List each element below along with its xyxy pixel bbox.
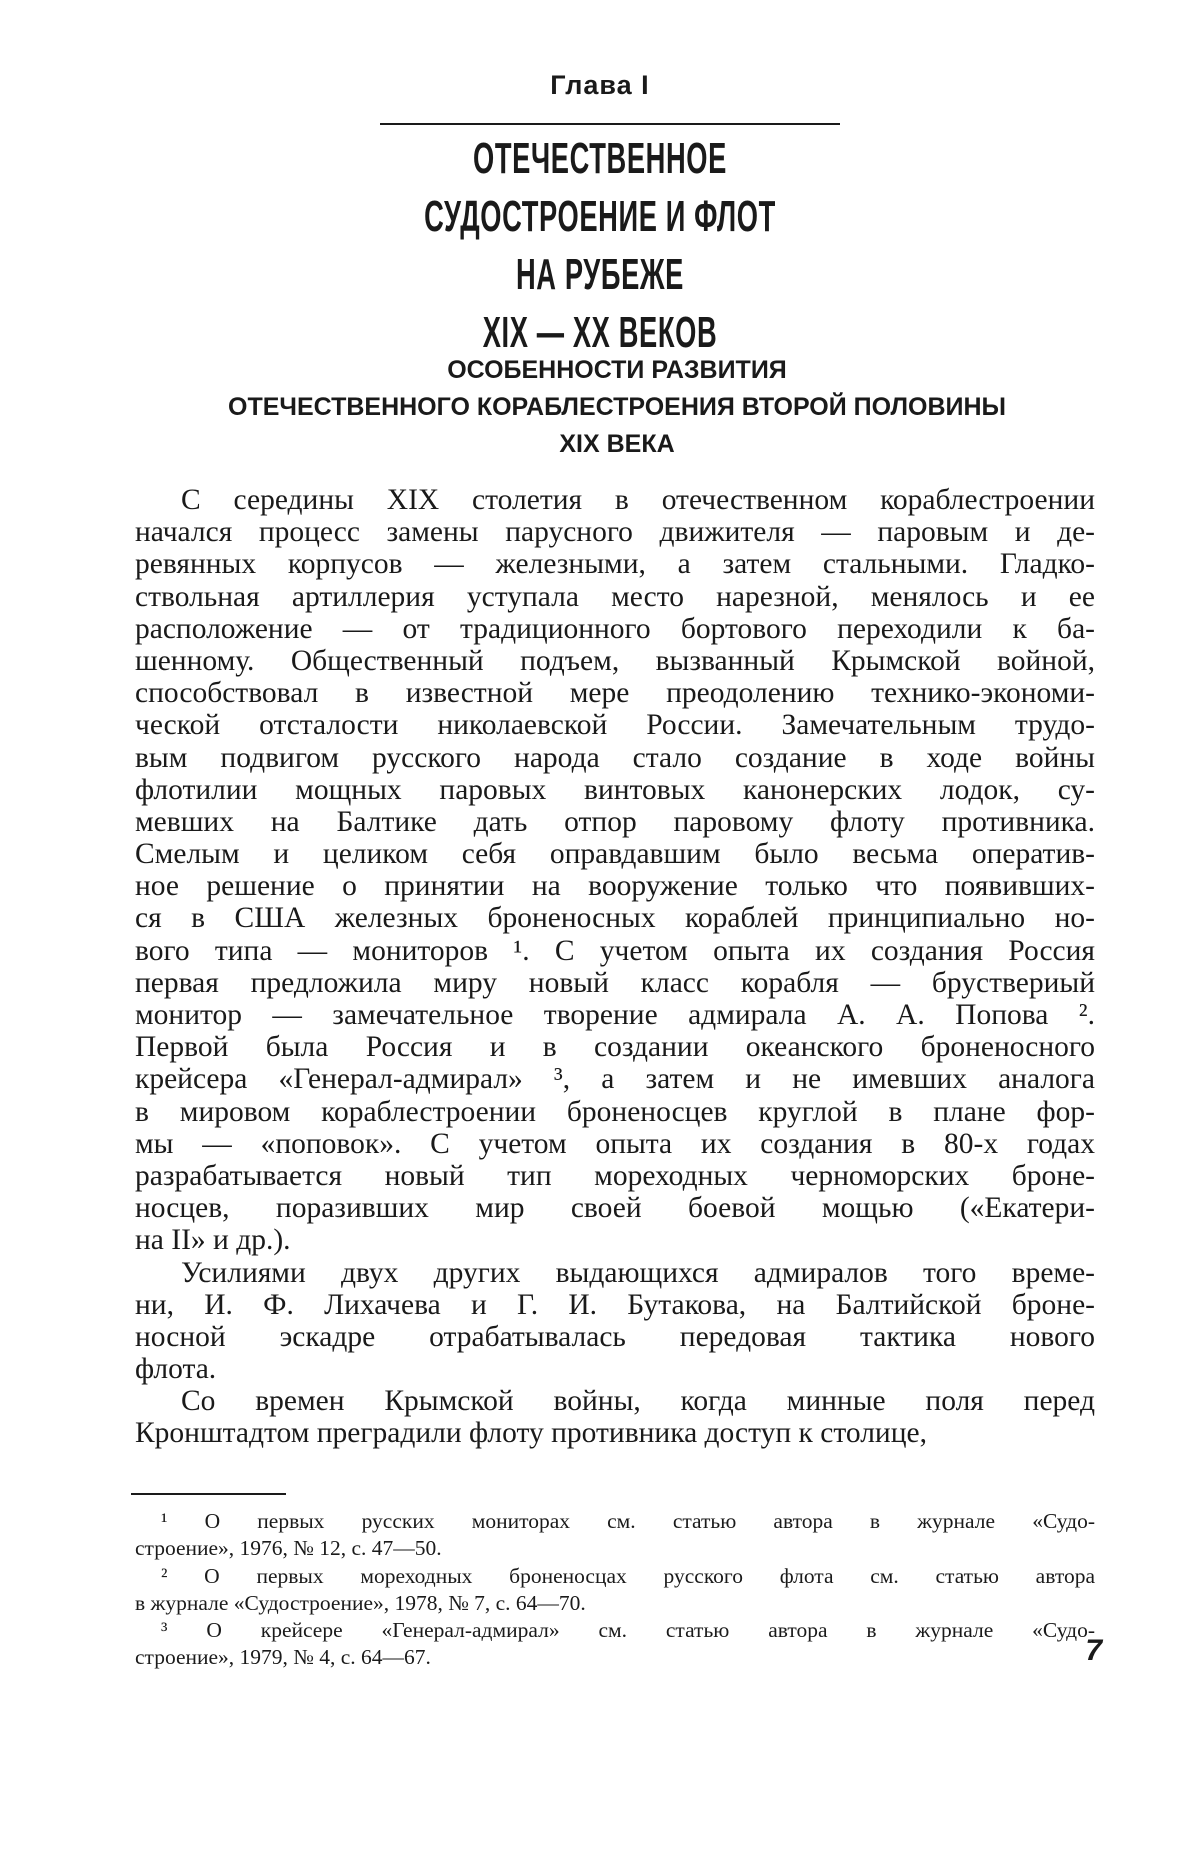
footnote-line: ³ О крейсере «Генерал-адмирал» см. статью автора в журнале «Судо- [161,1618,1095,1643]
text-line: разрабатывается новый тип мореходных черноморских броне- [135,1159,1095,1192]
text-line: ся в США железных броненосных кораблей принципиально но- [135,902,1095,935]
footnote [135,1508,1095,1563]
footnote-line: ² О первых мореходных броненосцах русского флота см. статью автора [161,1563,1095,1588]
text-line: С середины XIX столетия в отечественном кораблестроении [181,484,1095,516]
section-heading-line: ОСОБЕННОСТИ РАЗВИТИЯ [447,356,787,384]
footnote [135,1563,1095,1618]
text-line: шенному. Общественный подъем, вызванный Крымской войной, [135,644,1095,677]
text-line: носцев, поразивших мир своей боевой мощью («Екатери- [135,1192,1095,1225]
footnote-line: в журнале «Судостроение», 1978, № 7, с. 64—70. [135,1590,586,1615]
text-line: носной эскадре отрабатывалась передовая тактика нового [135,1320,1095,1353]
text-line: расположение — от традиционного бортового переходили к ба- [135,612,1095,645]
paragraph [135,1257,1095,1386]
text-line: мевших на Балтике дать отпор паровому флоту противника. [135,805,1095,838]
chapter-divider [380,123,840,125]
text-line: Усилиями двух других выдающихся адмиралов того време- [181,1256,1095,1289]
text-line: ческой отсталости николаевской России. Замечательным трудо- [135,709,1095,742]
text-line: крейсера «Генерал-адмирал» ³, а затем и не имевших аналога [135,1063,1095,1096]
text-line: начался процесс замены парусного движителя — паровым и де- [135,516,1095,549]
text-line: Кронштадтом преградили флоту противника доступ к столице, [135,1417,927,1450]
footnote [135,1617,1095,1672]
chapter-title-line: СУДОСТРОЕНИЕ И ФЛОТ [424,192,776,241]
text-line: ревянных корпусов — железными, а затем стальными. Гладко- [135,548,1095,581]
chapter-title-line: XIX — XX ВЕКОВ [482,308,718,357]
chapter-title-line: НА РУБЕЖЕ [515,250,685,299]
text-line: ни, И. Ф. Лихачева и Г. И. Бутакова, на Балтийской броне- [135,1288,1095,1321]
chapter-title [228,130,972,362]
text-line: первая предложила миру новый класс корабля — бруствериый [135,966,1095,999]
text-line: Смелым и целиком себя оправдавшим было весьма оператив- [135,838,1095,871]
footnote-line: ¹ О первых русских мониторах см. статью автора в журнале «Судо- [161,1509,1095,1533]
text-line: монитор — замечательное творение адмирала А. А. Попова ². [135,999,1095,1031]
chapter-title-line: ОТЕЧЕСТВЕННОЕ [473,134,727,183]
paragraph [135,1385,1095,1449]
text-line: флота. [135,1353,217,1386]
text-line: флотилии мощных паровых винтовых канонерских лодок, су- [135,773,1095,806]
text-line: вого типа — мониторов ¹. С учетом опыта их создания Россия [135,934,1095,967]
section-heading-line: XIX ВЕКА [559,430,675,458]
section-heading-line: ОТЕЧЕСТВЕННОГО КОРАБЛЕСТРОЕНИЯ ВТОРОЙ ПОЛОВИНЫ [228,393,1006,421]
body-text [135,484,1095,1450]
text-line: на II» и др.). [135,1224,291,1257]
text-line: способствовал в известной мере преодолению технико-экономи- [135,677,1095,710]
text-line: вым подвигом русского народа стало создание в ходе войны [135,741,1095,774]
page-number: 7 [1085,1634,1102,1667]
text-line: в мировом кораблестроении броненосцев круглой в плане фор- [135,1095,1095,1128]
text-line: Первой была Россия и в создании океанского броненосного [135,1031,1095,1064]
footnote-line: строение», 1976, № 12, с. 47—50. [135,1536,442,1561]
text-line: ствольная артиллерия уступала место нарезной, менялось и ее [135,580,1095,613]
paragraph [135,484,1095,1257]
footnote-divider [131,1493,286,1495]
text-line: мы — «поповок». С учетом опыта их создания в 80-х годах [135,1127,1095,1160]
section-heading [132,352,1102,463]
footnotes [135,1508,1095,1672]
footnote-line: строение», 1979, № 4, с. 64—67. [135,1645,431,1670]
text-line: Со времен Крымской войны, когда минные поля перед [181,1385,1095,1418]
chapter-label: Глава I [550,70,650,100]
text-line: ное решение о принятии на вооружение только что появивших- [135,870,1095,903]
